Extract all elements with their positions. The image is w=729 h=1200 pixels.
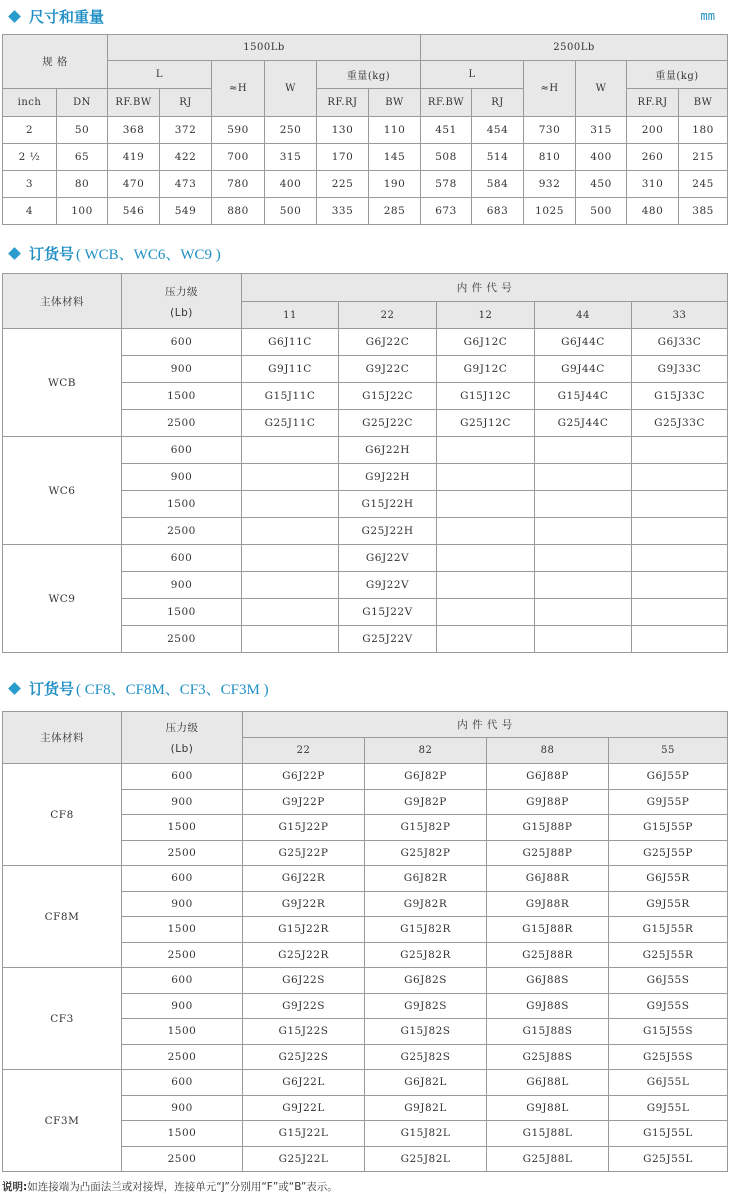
order-code-cell: G6J88L (487, 1070, 609, 1096)
material-cell: CF8 (3, 764, 122, 866)
order-code-cell: G25J22R (243, 942, 365, 968)
order-code-cell: G25J82R (365, 942, 487, 968)
value-cell: 700 (212, 144, 265, 171)
value-cell: 480 (627, 198, 679, 225)
trim-code-header: 11 (242, 302, 339, 329)
pressure-cell: 600 (122, 968, 243, 994)
order-code-cell: G6J22V (339, 545, 437, 572)
value-cell: 400 (576, 144, 627, 171)
spec-header: 规 格 (3, 35, 108, 89)
order-code-cell (242, 572, 339, 599)
order-number-table-wcb (2, 273, 728, 653)
order-code-cell (632, 572, 728, 599)
order-code-cell: G9J55L (609, 1095, 728, 1121)
order-code-cell: G25J55R (609, 942, 728, 968)
order-code-cell: G15J22L (243, 1121, 365, 1147)
order-code-cell: G9J88P (487, 789, 609, 815)
order-code-cell (437, 437, 535, 464)
pressure-cell: 900 (122, 464, 242, 491)
order-code-cell (242, 599, 339, 626)
value-cell: 180 (679, 117, 728, 144)
order-code-cell: G9J55R (609, 891, 728, 917)
pressure-cell: 600 (122, 1070, 243, 1096)
inch-cell: 2 ½ (3, 144, 57, 171)
table-row (3, 198, 728, 225)
order-code-cell (437, 464, 535, 491)
value-cell: 130 (317, 117, 369, 144)
section-header-order-cf8 (6, 676, 269, 700)
order-code-cell (242, 464, 339, 491)
material-cell: CF3M (3, 1070, 122, 1172)
order-code-cell: G15J88R (487, 917, 609, 943)
value-cell: 454 (472, 117, 524, 144)
order-code-cell: G25J22P (243, 840, 365, 866)
order-code-cell: G9J88L (487, 1095, 609, 1121)
value-cell: 225 (317, 171, 369, 198)
pressure-cell: 900 (122, 993, 243, 1019)
value-cell: 245 (679, 171, 728, 198)
section-title: 尺寸和重量 (29, 7, 105, 26)
order-code-cell: G15J22V (339, 599, 437, 626)
value-cell: 880 (212, 198, 265, 225)
section-header-dimensions (6, 4, 104, 28)
pressure-cell: 1500 (122, 1019, 243, 1045)
order-code-cell: G6J12C (437, 329, 535, 356)
order-code-cell (632, 599, 728, 626)
L-header: L (108, 61, 212, 89)
order-code-cell (535, 437, 632, 464)
order-code-cell: G6J82S (365, 968, 487, 994)
value-cell: 422 (160, 144, 212, 171)
rfbw-header: RF.BW (108, 89, 160, 117)
value-cell: 473 (160, 171, 212, 198)
order-code-cell: G9J88R (487, 891, 609, 917)
dn-header: DN (57, 89, 108, 117)
dn-cell: 80 (57, 171, 108, 198)
table-row (3, 329, 728, 356)
order-code-cell: G15J12C (437, 383, 535, 410)
pressure-cell: 2500 (122, 1044, 243, 1070)
dimensions-weight-table (2, 34, 728, 225)
pressure-cell: 900 (122, 572, 242, 599)
order-code-cell: G6J88P (487, 764, 609, 790)
pressure-cell: 600 (122, 545, 242, 572)
pressure-cell: 900 (122, 356, 242, 383)
rj-header: RJ (472, 89, 524, 117)
order-code-cell: G15J22H (339, 491, 437, 518)
value-cell: 368 (108, 117, 160, 144)
value-cell: 400 (265, 171, 317, 198)
value-cell: 780 (212, 171, 265, 198)
pressure-cell: 1500 (122, 599, 242, 626)
value-cell: 200 (627, 117, 679, 144)
order-code-cell: G6J33C (632, 329, 728, 356)
pressure-cell: 900 (122, 891, 243, 917)
bw-header: BW (369, 89, 421, 117)
order-code-cell: G6J88S (487, 968, 609, 994)
order-code-cell: G6J22S (243, 968, 365, 994)
footnote-label: 说明: (2, 1181, 28, 1193)
trim-code-header: 44 (535, 302, 632, 329)
class-2500-header: 2500Lb (421, 35, 728, 61)
order-code-cell (632, 437, 728, 464)
order-code-cell (242, 545, 339, 572)
value-cell: 451 (421, 117, 472, 144)
pressure-cell: 2500 (122, 1146, 243, 1172)
value-cell: 419 (108, 144, 160, 171)
pressure-cell: 600 (122, 437, 242, 464)
weight-header: 重量(kg) (317, 61, 421, 89)
table-row (3, 968, 728, 994)
pressure-cell: 2500 (122, 518, 242, 545)
value-cell: 810 (524, 144, 576, 171)
order-code-cell: G15J55L (609, 1121, 728, 1147)
order-code-cell: G15J55R (609, 917, 728, 943)
section-subtitle: ( WCB、WC6、WC9 ) (76, 246, 221, 263)
pressure-cell: 1500 (122, 815, 243, 841)
order-code-cell (535, 518, 632, 545)
value-cell: 590 (212, 117, 265, 144)
order-code-cell: G9J44C (535, 356, 632, 383)
material-cell: WC9 (3, 545, 122, 653)
order-code-cell: G9J12C (437, 356, 535, 383)
material-cell: CF3 (3, 968, 122, 1070)
order-code-cell: G6J55S (609, 968, 728, 994)
order-code-cell (535, 491, 632, 518)
order-code-cell (535, 572, 632, 599)
pressure-cell: 1500 (122, 491, 242, 518)
value-cell: 285 (369, 198, 421, 225)
value-cell: 215 (679, 144, 728, 171)
material-cell: CF8M (3, 866, 122, 968)
material-cell: WC6 (3, 437, 122, 545)
diamond-bullet-icon (8, 247, 21, 260)
section-title: 订货号 (29, 244, 75, 263)
pressure-label: 压力级 (165, 722, 199, 734)
value-cell: 385 (679, 198, 728, 225)
footnote (2, 1179, 338, 1194)
order-code-cell: G9J22C (339, 356, 437, 383)
order-code-cell: G6J55L (609, 1070, 728, 1096)
order-code-cell: G25J22C (339, 410, 437, 437)
value-cell: 932 (524, 171, 576, 198)
order-code-cell: G25J55P (609, 840, 728, 866)
order-code-cell: G9J33C (632, 356, 728, 383)
pressure-cell: 1500 (122, 383, 242, 410)
order-code-cell: G9J82S (365, 993, 487, 1019)
value-cell: 190 (369, 171, 421, 198)
order-code-cell: G25J22S (243, 1044, 365, 1070)
value-cell: 470 (108, 171, 160, 198)
order-code-cell: G9J82R (365, 891, 487, 917)
order-code-cell: G6J55R (609, 866, 728, 892)
order-code-cell: G25J82L (365, 1146, 487, 1172)
order-code-cell: G15J82P (365, 815, 487, 841)
table-row (3, 144, 728, 171)
order-code-cell: G25J55L (609, 1146, 728, 1172)
value-cell: 250 (265, 117, 317, 144)
order-code-cell: G6J55P (609, 764, 728, 790)
order-code-cell: G9J22V (339, 572, 437, 599)
pressure-cell: 2500 (122, 410, 242, 437)
order-code-cell (242, 626, 339, 653)
value-cell: 500 (265, 198, 317, 225)
order-code-cell: G25J88S (487, 1044, 609, 1070)
trim-header: 内 件 代 号 (242, 274, 728, 302)
order-code-cell: G25J88R (487, 942, 609, 968)
pressure-cell: 2500 (122, 942, 243, 968)
material-cell: WCB (3, 329, 122, 437)
order-code-cell (437, 491, 535, 518)
trim-code-header: 22 (243, 738, 365, 764)
trim-code-header: 22 (339, 302, 437, 329)
rfrj-header: RF.RJ (627, 89, 679, 117)
pressure-unit: (Lb) (170, 743, 194, 755)
order-code-cell: G9J22L (243, 1095, 365, 1121)
value-cell: 310 (627, 171, 679, 198)
class-1500-header: 1500Lb (108, 35, 421, 61)
order-code-cell: G25J82P (365, 840, 487, 866)
pressure-header (122, 712, 243, 764)
order-code-cell: G25J88P (487, 840, 609, 866)
pressure-cell: 1500 (122, 1121, 243, 1147)
value-cell: 549 (160, 198, 212, 225)
diamond-bullet-icon (8, 682, 21, 695)
order-code-cell (242, 437, 339, 464)
dn-cell: 100 (57, 198, 108, 225)
value-cell: 450 (576, 171, 627, 198)
order-code-cell (242, 491, 339, 518)
order-code-cell: G25J11C (242, 410, 339, 437)
order-code-cell: G6J88R (487, 866, 609, 892)
order-number-table-cf8 (2, 711, 728, 1172)
order-code-cell: G9J55S (609, 993, 728, 1019)
pressure-cell: 600 (122, 329, 242, 356)
value-cell: 500 (576, 198, 627, 225)
order-code-cell: G9J82L (365, 1095, 487, 1121)
order-code-cell: G25J22L (243, 1146, 365, 1172)
order-code-cell (632, 491, 728, 518)
pressure-cell: 900 (122, 789, 243, 815)
order-code-cell (535, 545, 632, 572)
trim-code-header: 33 (632, 302, 728, 329)
order-code-cell (437, 545, 535, 572)
order-code-cell (437, 599, 535, 626)
order-code-cell: G9J22P (243, 789, 365, 815)
diamond-bullet-icon (8, 10, 21, 23)
section-header-order-wcb (6, 241, 221, 265)
pressure-cell: 900 (122, 1095, 243, 1121)
table-row (3, 117, 728, 144)
section-title: 订货号 (29, 679, 75, 698)
value-cell: 584 (472, 171, 524, 198)
W-header: W (265, 61, 317, 117)
order-code-cell: G15J22R (243, 917, 365, 943)
trim-code-header: 12 (437, 302, 535, 329)
value-cell: 372 (160, 117, 212, 144)
order-code-cell (535, 464, 632, 491)
order-code-cell (632, 545, 728, 572)
order-code-cell: G6J82L (365, 1070, 487, 1096)
value-cell: 514 (472, 144, 524, 171)
order-code-cell: G15J82S (365, 1019, 487, 1045)
rfrj-header: RF.RJ (317, 89, 369, 117)
order-code-cell: G25J82S (365, 1044, 487, 1070)
order-code-cell (242, 518, 339, 545)
value-cell: 170 (317, 144, 369, 171)
order-code-cell: G9J88S (487, 993, 609, 1019)
W-header: W (576, 61, 627, 117)
table-row (3, 437, 728, 464)
value-cell: 546 (108, 198, 160, 225)
rj-header: RJ (160, 89, 212, 117)
table-row (3, 171, 728, 198)
value-cell: 315 (265, 144, 317, 171)
value-cell: 110 (369, 117, 421, 144)
order-code-cell: G15J82R (365, 917, 487, 943)
pressure-cell: 2500 (122, 840, 243, 866)
order-code-cell: G15J22P (243, 815, 365, 841)
section-subtitle: ( CF8、CF8M、CF3、CF3M ) (76, 681, 269, 698)
inch-cell: 3 (3, 171, 57, 198)
table-row (3, 866, 728, 892)
table-row (3, 1070, 728, 1096)
value-cell: 1025 (524, 198, 576, 225)
order-code-cell: G25J88L (487, 1146, 609, 1172)
pressure-header (122, 274, 242, 329)
order-code-cell: G15J33C (632, 383, 728, 410)
order-code-cell: G6J11C (242, 329, 339, 356)
order-code-cell: G9J22S (243, 993, 365, 1019)
order-code-cell: G9J11C (242, 356, 339, 383)
order-code-cell (535, 626, 632, 653)
pressure-unit: (Lb) (170, 306, 193, 319)
order-code-cell: G6J44C (535, 329, 632, 356)
order-code-cell: G15J82L (365, 1121, 487, 1147)
trim-code-header: 82 (365, 738, 487, 764)
material-header: 主体材料 (3, 712, 122, 764)
material-header: 主体材料 (3, 274, 122, 329)
order-code-cell: G9J55P (609, 789, 728, 815)
value-cell: 145 (369, 144, 421, 171)
unit-label: mm (700, 9, 715, 23)
H-header: ≈H (212, 61, 265, 117)
order-code-cell: G9J82P (365, 789, 487, 815)
inch-cell: 2 (3, 117, 57, 144)
L-header: L (421, 61, 524, 89)
order-code-cell: G15J11C (242, 383, 339, 410)
inch-header: inch (3, 89, 57, 117)
order-code-cell: G15J88P (487, 815, 609, 841)
value-cell: 578 (421, 171, 472, 198)
order-code-cell: G15J88S (487, 1019, 609, 1045)
value-cell: 335 (317, 198, 369, 225)
order-code-cell: G25J33C (632, 410, 728, 437)
order-code-cell: G25J12C (437, 410, 535, 437)
order-code-cell: G25J22H (339, 518, 437, 545)
order-code-cell (437, 572, 535, 599)
order-code-cell (437, 518, 535, 545)
order-code-cell: G15J22S (243, 1019, 365, 1045)
order-code-cell (535, 599, 632, 626)
order-code-cell: G6J22C (339, 329, 437, 356)
trim-code-header: 55 (609, 738, 728, 764)
bw-header: BW (679, 89, 728, 117)
trim-header: 内 件 代 号 (243, 712, 728, 738)
value-cell: 683 (472, 198, 524, 225)
pressure-cell: 600 (122, 866, 243, 892)
order-code-cell: G6J82R (365, 866, 487, 892)
order-code-cell: G15J22C (339, 383, 437, 410)
table-row (3, 545, 728, 572)
order-code-cell (632, 464, 728, 491)
footnote-text: 如连接端为凸面法兰或对接焊，连接单元“J”分别用“F”或“B”表示。 (27, 1181, 338, 1193)
order-code-cell: G6J22P (243, 764, 365, 790)
order-code-cell: G15J55P (609, 815, 728, 841)
order-code-cell: G15J55S (609, 1019, 728, 1045)
value-cell: 315 (576, 117, 627, 144)
dn-cell: 65 (57, 144, 108, 171)
pressure-cell: 600 (122, 764, 243, 790)
rfbw-header: RF.BW (421, 89, 472, 117)
H-header: ≈H (524, 61, 576, 117)
pressure-cell: 2500 (122, 626, 242, 653)
order-code-cell: G6J22L (243, 1070, 365, 1096)
inch-cell: 4 (3, 198, 57, 225)
order-code-cell (437, 626, 535, 653)
order-code-cell (632, 626, 728, 653)
weight-header: 重量(kg) (627, 61, 728, 89)
order-code-cell: G9J22H (339, 464, 437, 491)
trim-code-header: 88 (487, 738, 609, 764)
order-code-cell: G9J22R (243, 891, 365, 917)
order-code-cell: G6J22R (243, 866, 365, 892)
order-code-cell: G15J88L (487, 1121, 609, 1147)
pressure-label: 压力级 (165, 285, 198, 298)
order-code-cell: G15J44C (535, 383, 632, 410)
value-cell: 260 (627, 144, 679, 171)
order-code-cell: G25J22V (339, 626, 437, 653)
order-code-cell (632, 518, 728, 545)
order-code-cell: G25J55S (609, 1044, 728, 1070)
value-cell: 508 (421, 144, 472, 171)
order-code-cell: G25J44C (535, 410, 632, 437)
value-cell: 673 (421, 198, 472, 225)
pressure-cell: 1500 (122, 917, 243, 943)
order-code-cell: G6J22H (339, 437, 437, 464)
table-row (3, 764, 728, 790)
value-cell: 730 (524, 117, 576, 144)
dn-cell: 50 (57, 117, 108, 144)
order-code-cell: G6J82P (365, 764, 487, 790)
